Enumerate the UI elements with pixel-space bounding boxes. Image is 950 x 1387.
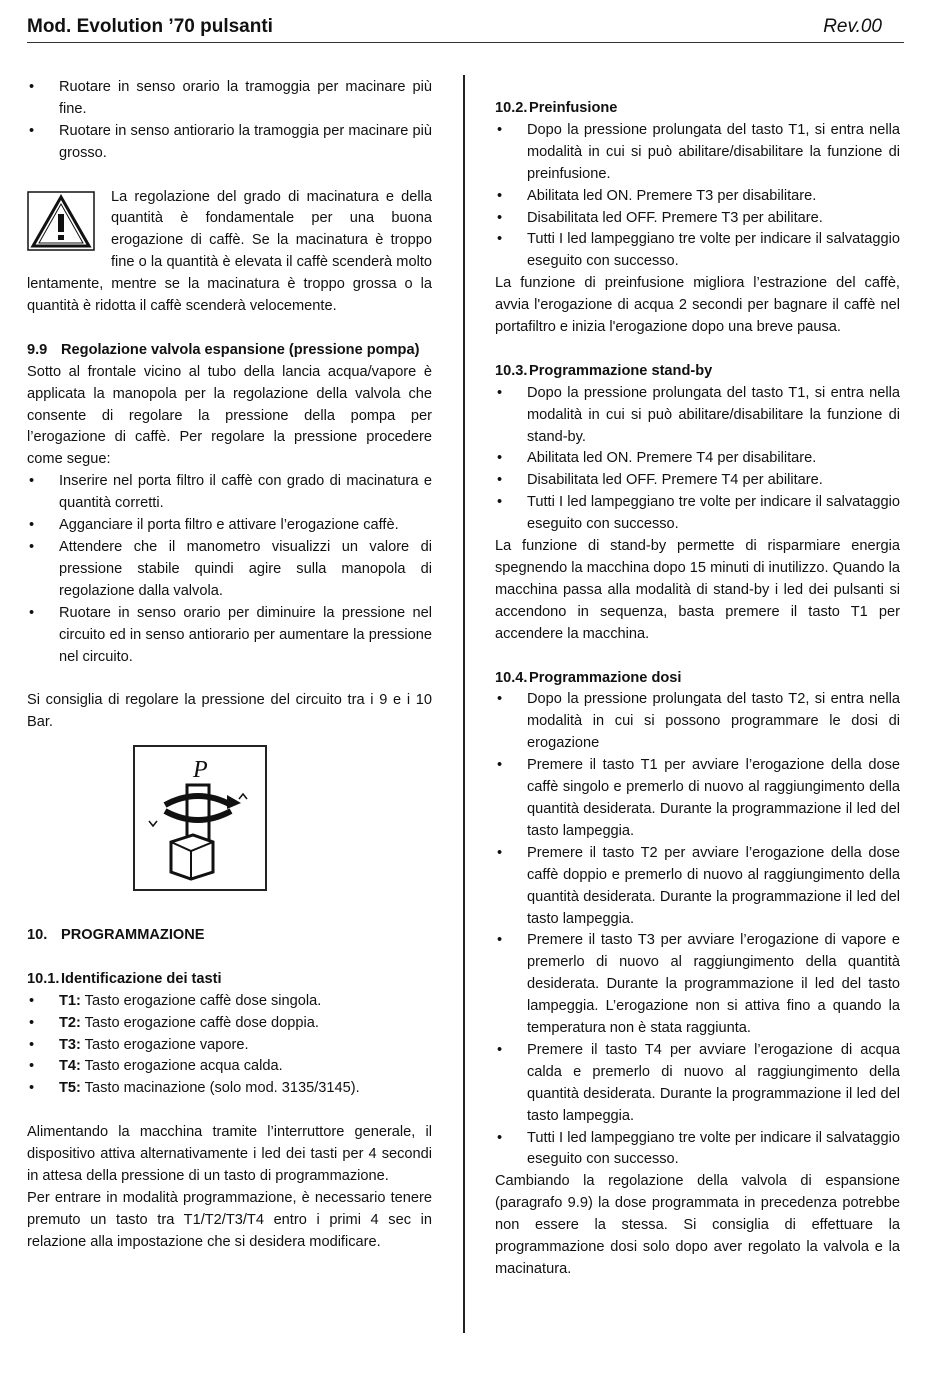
list-item: • Ruotare in senso antiorario la tramoggia per macinare più grosso. <box>27 121 432 165</box>
list-item: • T2: Tasto erogazione caffè dose doppia. <box>27 1013 432 1035</box>
valve-rotation-icon <box>135 747 265 889</box>
list-item: • Disabilitata led OFF. Premere T3 per abilitare. <box>495 208 900 230</box>
list-item: • Attendere che il manometro visualizzi un valore di pressione stabile quindi agire sulla manopola di regolazione dalla valvola. <box>27 537 432 603</box>
list-item: • Premere il tasto T3 per avviare l’erogazione di vapore e premerlo di nuovo al raggiungimento della quantità desiderata. Durante la programmazione il led del tasto lampeggia. L’erogazione non si attiva fino a quando la temperatura non è stata raggiunta. <box>495 930 900 1040</box>
paragraph: Alimentando la macchina tramite l’interruttore generale, il dispositivo attiva alternativamente i led dei tasti per 4 secondi in attesa della pressione di un tasto di programmazione. <box>27 1124 432 1184</box>
right-column <box>495 98 900 1281</box>
doses-list <box>495 689 900 1171</box>
list-item: • Dopo la pressione prolungata del tasto T2, si entra nella modalità in cui si possono programmare le dosi di erogazione <box>495 689 900 755</box>
list-item: • Abilitata led ON. Premere T3 per disabilitare. <box>495 186 900 208</box>
list-item: • Ruotare in senso orario per diminuire la pressione nel circuito ed in senso antiorario per aumentare la pressione nel circuito. <box>27 603 432 669</box>
svg-text:P: P <box>192 757 208 784</box>
warning-text: La regolazione del grado di macinatura e della quantità è fondamentale per una buona erogazione di caffè. Se la macinatura è troppo fine o la quantità è elevata il caffè scenderà molto lentamente, mentre se la macinatura è troppo grossa o la quantità è ridotta il caffè scenderà velocemente. <box>27 188 432 315</box>
paragraph: La funzione di preinfusione migliora l’estrazione del caffè, avvia l'erogazione di acqua 2 secondi per bagnare il caffè nel portafiltro e inizia l'erogazione dopo una breve pausa. <box>495 275 900 336</box>
section-heading-10: 10. PROGRAMMAZIONE <box>27 927 205 944</box>
revision-label: Rev.00 <box>823 16 882 37</box>
paragraph: Per entrare in modalità programmazione, è necessario tenere premuto un tasto tra T1/T2/T3/T4 entro i primi 4 sec in relazione alla impostazione che si desidera modificare. <box>27 1189 432 1250</box>
list-item: • Premere il tasto T2 per avviare l’erogazione della dose caffè doppio e premerlo di nuovo al raggiungimento della quantità desiderata. Durante la programmazione il led del tasto lampeggia. <box>495 843 900 931</box>
section-heading-10-1: 10.1. Identificazione dei tasti <box>27 970 222 987</box>
section-heading-9-9: 9.9 Regolazione valvola espansione (pressione pompa) <box>27 341 420 358</box>
paragraph: Sotto al frontale vicino al tubo della lancia acqua/vapore è applicata la manopola per la regolazione della valvola che consente di regolare la pressione della pompa per l’erogazione di caffè. Per regolare la pressione procedere come segue: <box>27 363 432 468</box>
pressure-steps <box>27 471 432 668</box>
preinfusion-list <box>495 120 900 273</box>
section-heading-10-3: 10.3. Programmazione stand-by <box>495 362 713 379</box>
list-item: • T4: Tasto erogazione acqua calda. <box>27 1056 432 1078</box>
column-divider <box>463 75 465 1333</box>
list-item: • T3: Tasto erogazione vapore. <box>27 1035 432 1057</box>
list-item: • Disabilitata led OFF. Premere T4 per abilitare. <box>495 470 900 492</box>
warning-block <box>27 187 432 318</box>
key-list <box>27 991 432 1101</box>
doc-title: Mod. Evolution ’70 pulsanti <box>27 16 273 37</box>
section-heading-10-2: 10.2. Preinfusione <box>495 100 618 116</box>
warning-icon <box>27 191 95 251</box>
list-item: • Agganciare il porta filtro e attivare l’erogazione caffè. <box>27 515 432 537</box>
list-item: • Tutti I led lampeggiano tre volte per indicare il salvataggio eseguito con successo. <box>495 1128 900 1172</box>
valve-knob-figure <box>133 745 267 891</box>
page-header <box>27 14 904 43</box>
list-item: • Premere il tasto T1 per avviare l’erogazione della dose caffè singolo e premerlo di nuovo al raggiungimento della quantità desiderata. Durante la programmazione il led del tasto lampeggia. <box>495 755 900 843</box>
grinder-bullets <box>27 77 432 165</box>
list-item: • Dopo la pressione prolungata del tasto T1, si entra nella modalità in cui si può abilitare/disabilitare la funzione di stand-by. <box>495 383 900 449</box>
list-item: • Inserire nel porta filtro il caffè con grado di macinatura e quantità corretti. <box>27 471 432 515</box>
paragraph: Cambiando la regolazione della valvola di espansione (paragrafo 9.9) la dose programmata in precedenza potrebbe non essere la stessa. Si consiglia di effettuare la programmazione dosi solo dopo aver regolato la valvola e la macinatura. <box>495 1173 900 1277</box>
list-item: • Premere il tasto T4 per avviare l’erogazione di acqua calda e premerlo di nuovo al raggiungimento della quantità desiderata. Durante la programmazione il led del tasto lampeggia. <box>495 1040 900 1128</box>
list-item: • Tutti I led lampeggiano tre volte per indicare il salvataggio eseguito con successo. <box>495 492 900 536</box>
list-item: • Ruotare in senso orario la tramoggia per macinare più fine. <box>27 77 432 121</box>
list-item: • Dopo la pressione prolungata del tasto T1, si entra nella modalità in cui si può abilitare/disabilitare la funzione di preinfusione. <box>495 120 900 186</box>
left-column <box>27 77 432 1254</box>
standby-list <box>495 383 900 536</box>
paragraph: La funzione di stand-by permette di risparmiare energia spegnendo la macchina dopo 15 minuti di inutilizzo. Quando la macchina passa alla modalità di stand-by i led dei pulsanti si accendono in sequenza, basta premere il tasto T1 per accendere la macchina. <box>495 538 900 642</box>
list-item: • T1: Tasto erogazione caffè dose singola. <box>27 991 432 1013</box>
list-item: • Abilitata led ON. Premere T4 per disabilitare. <box>495 448 900 470</box>
pressure-note: Si consiglia di regolare la pressione del circuito tra i 9 e i 10 Bar. <box>27 692 432 731</box>
list-item: • T5: Tasto macinazione (solo mod. 3135/3145). <box>27 1078 432 1100</box>
section-heading-10-4: 10.4. Programmazione dosi <box>495 669 682 686</box>
list-item: • Tutti I led lampeggiano tre volte per indicare il salvataggio eseguito con successo. <box>495 229 900 273</box>
